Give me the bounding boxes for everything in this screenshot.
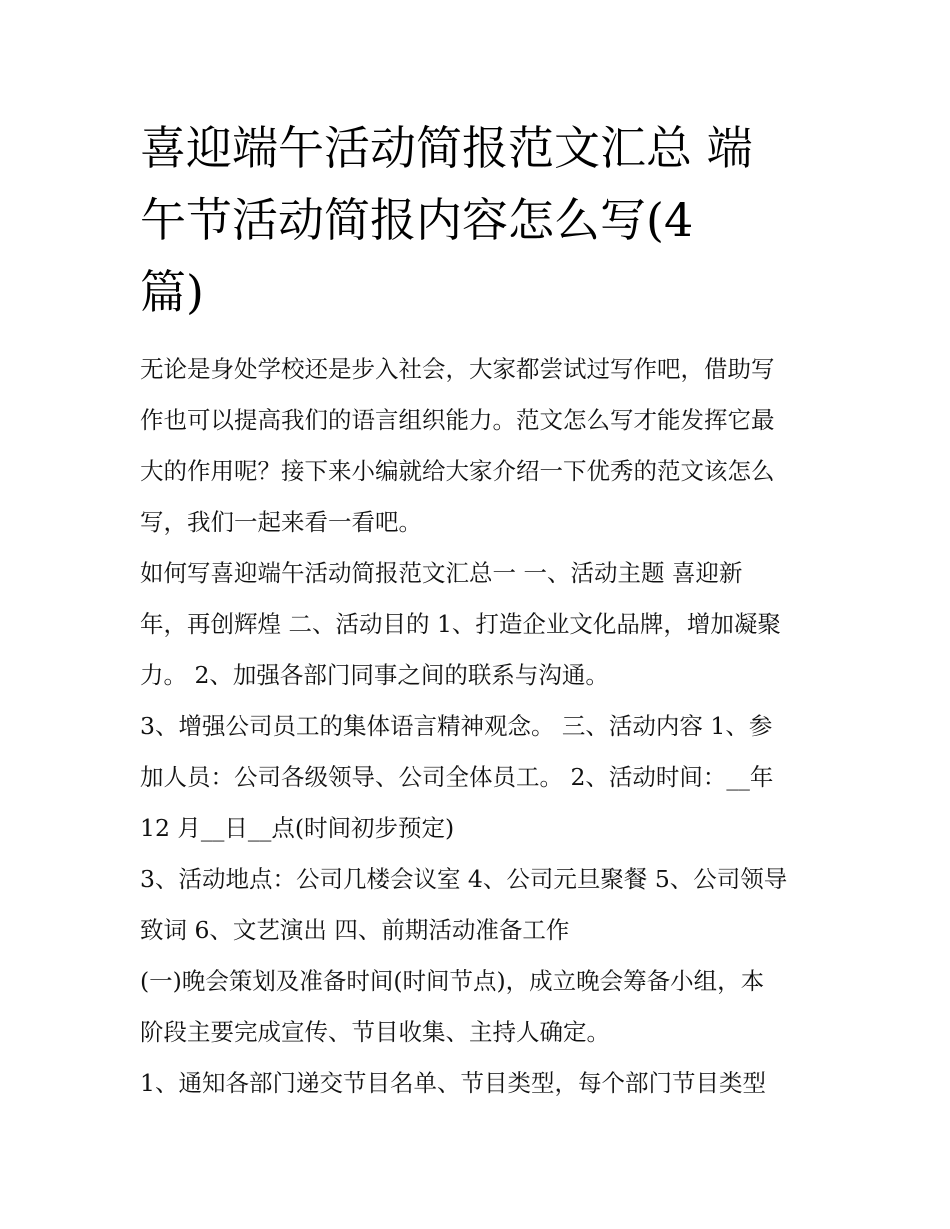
document-page <box>140 112 820 1109</box>
text-line: 大的作用呢？接下来小编就给大家介绍一下优秀的范文该怎么 <box>140 457 775 485</box>
text-line: (一)晚会策划及准备时间(时间节点)，成立晚会筹备小组，本 <box>140 967 765 995</box>
document-title <box>140 112 820 328</box>
text-line: 3、活动地点：公司几楼会议室 4、公司元旦聚餐 5、公司领导 <box>140 865 788 893</box>
activity-content-paragraph <box>140 701 820 854</box>
title-line: 喜迎端午活动简报范文汇总 端 <box>140 121 753 175</box>
activity-location-paragraph <box>140 854 820 956</box>
text-line: 如何写喜迎端午活动简报范文汇总一 一、活动主题 喜迎新 <box>140 559 743 587</box>
text-line: 致词 6、文艺演出 四、前期活动准备工作 <box>140 916 570 944</box>
text-line: 12 月__日__点(时间初步预定) <box>140 814 455 842</box>
intro-paragraph <box>140 344 820 548</box>
text-line: 加人员：公司各级领导、公司全体员工。 2、活动时间：__年 <box>140 763 774 791</box>
text-line: 作也可以提高我们的语言组织能力。范文怎么写才能发挥它最 <box>140 406 775 434</box>
text-line: 阶段主要完成宣传、节目收集、主持人确定。 <box>140 1018 610 1046</box>
text-line: 3、增强公司员工的集体语言精神观念。 三、活动内容 1、参 <box>140 712 773 740</box>
activity-theme-paragraph <box>140 548 820 701</box>
text-line: 写，我们一起来看一看吧。 <box>140 508 422 536</box>
text-line: 年，再创辉煌 二、活动目的 1、打造企业文化品牌，增加凝聚 <box>140 610 781 638</box>
text-line: 1、通知各部门递交节目名单、节目类型，每个部门节目类型 <box>140 1069 766 1097</box>
title-line: 午节活动简报内容怎么写(4 <box>140 193 694 247</box>
title-line: 篇) <box>140 265 204 319</box>
preparation-paragraph <box>140 956 820 1058</box>
notification-paragraph <box>140 1058 820 1109</box>
text-line: 无论是身处学校还是步入社会，大家都尝试过写作吧，借助写 <box>140 355 775 383</box>
document-body <box>140 344 820 1109</box>
text-line: 力。 2、加强各部门同事之间的联系与沟通。 <box>140 661 609 689</box>
